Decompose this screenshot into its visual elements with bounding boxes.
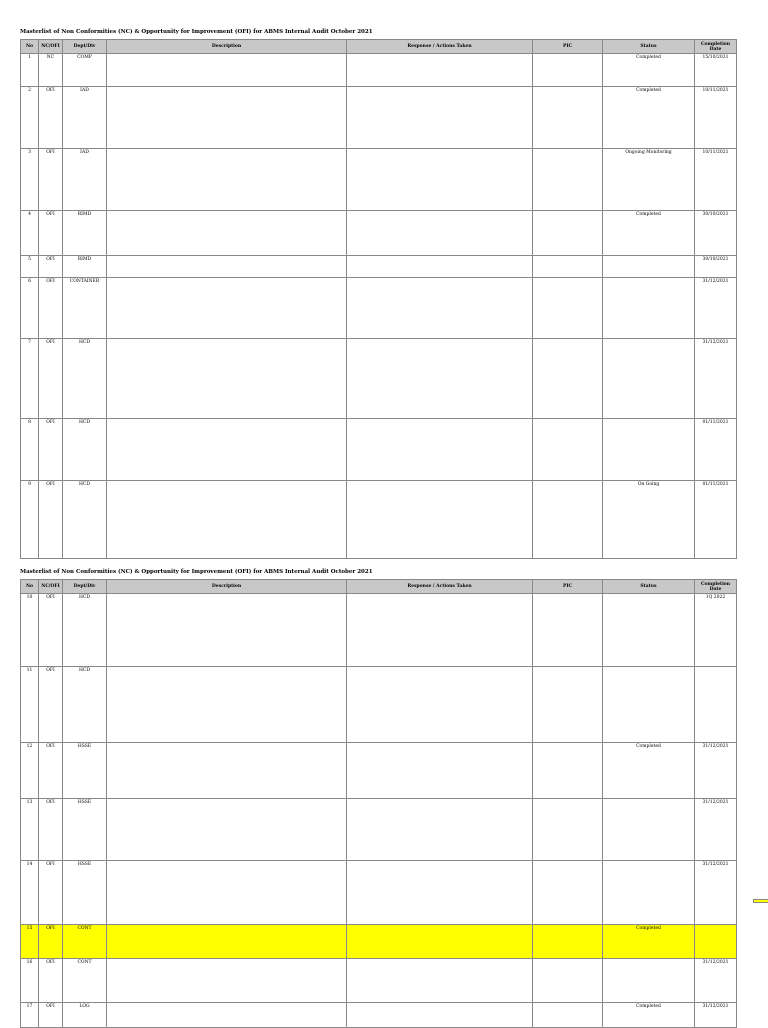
row-date: 31/12/2021 (695, 799, 737, 861)
row-pic (533, 861, 603, 925)
row-description (107, 87, 347, 149)
table-row (21, 594, 737, 667)
table-row (21, 54, 737, 87)
table-row (21, 419, 737, 481)
row-type: OFI (39, 959, 63, 1003)
row-no: 3 (21, 149, 39, 211)
row-type: OFI (39, 861, 63, 925)
row-status: Completed (603, 87, 695, 149)
row-response (347, 743, 533, 799)
row-no: 14 (21, 861, 39, 925)
row-pic (533, 256, 603, 278)
row-response (347, 419, 533, 481)
row-response (347, 861, 533, 925)
row-status: Completed (603, 743, 695, 799)
row-dept: HSSE (63, 743, 107, 799)
col-response: Response / Actions Taken (347, 40, 533, 54)
row-pic (533, 481, 603, 559)
row-no: 10 (21, 594, 39, 667)
row-date: 01/11/2021 (695, 481, 737, 559)
col-pic: PIC (533, 580, 603, 594)
row-pic (533, 54, 603, 87)
row-no: 13 (21, 799, 39, 861)
row-dept: CONTAINER (63, 278, 107, 339)
row-pic (533, 743, 603, 799)
row-response (347, 799, 533, 861)
row-type: OFI (39, 481, 63, 559)
page-2-header-row (21, 580, 737, 594)
row-date (695, 667, 737, 743)
table-row (21, 256, 737, 278)
row-response (347, 87, 533, 149)
row-type: OFI (39, 211, 63, 256)
row-dept: HCD (63, 339, 107, 419)
row-no: 2 (21, 87, 39, 149)
row-type: OFI (39, 419, 63, 481)
row-pic (533, 339, 603, 419)
row-no: 12 (21, 743, 39, 799)
table-row (21, 925, 737, 959)
table-row (21, 339, 737, 419)
table-row (21, 743, 737, 799)
row-date (695, 925, 737, 959)
row-dept: RIMD (63, 211, 107, 256)
row-pic (533, 211, 603, 256)
row-response (347, 54, 533, 87)
row-status (603, 959, 695, 1003)
row-dept: HCD (63, 594, 107, 667)
row-no: 7 (21, 339, 39, 419)
row-type: OFI (39, 743, 63, 799)
row-type: OFI (39, 339, 63, 419)
table-row (21, 481, 737, 559)
row-no: 5 (21, 256, 39, 278)
col-date: Completion Date (695, 580, 737, 594)
row-response (347, 211, 533, 256)
row-type: OFI (39, 87, 63, 149)
row-status: Completed (603, 211, 695, 256)
row-date: 31/12/2021 (695, 743, 737, 799)
row-pic (533, 419, 603, 481)
col-type: NC/OFI (39, 580, 63, 594)
row-description (107, 54, 347, 87)
row-date: 10/11/2021 (695, 87, 737, 149)
row-type: OFI (39, 278, 63, 339)
col-pic: PIC (533, 40, 603, 54)
table-row (21, 799, 737, 861)
table-row (21, 149, 737, 211)
row-description (107, 256, 347, 278)
row-status (603, 799, 695, 861)
table-row (21, 959, 737, 1003)
row-response (347, 339, 533, 419)
row-date: 31/12/2021 (695, 959, 737, 1003)
page-1-table (20, 39, 737, 559)
row-description (107, 861, 347, 925)
page-2 (20, 565, 754, 1028)
row-date: 15/10/2021 (695, 54, 737, 87)
col-dept: Dept/Div (63, 580, 107, 594)
row-date: 01/11/2021 (695, 419, 737, 481)
col-date: Completion Date (695, 40, 737, 54)
row-pic (533, 87, 603, 149)
row-dept: IAD (63, 87, 107, 149)
page-2-table (20, 579, 737, 1028)
row-dept: CONT (63, 925, 107, 959)
row-description (107, 799, 347, 861)
row-type: OFI (39, 594, 63, 667)
row-description (107, 925, 347, 959)
row-description (107, 278, 347, 339)
row-pic (533, 667, 603, 743)
row-no: 11 (21, 667, 39, 743)
row-dept: LOG (63, 1003, 107, 1028)
row-dept: COMP (63, 54, 107, 87)
table-row (21, 667, 737, 743)
row-no: 1 (21, 54, 39, 87)
row-dept: HSSE (63, 799, 107, 861)
row-status (603, 339, 695, 419)
row-pic (533, 278, 603, 339)
row-response (347, 149, 533, 211)
row-description (107, 419, 347, 481)
row-description (107, 339, 347, 419)
row-type: OFI (39, 256, 63, 278)
row-date: 30/10/2021 (695, 256, 737, 278)
row-pic (533, 799, 603, 861)
row-date: 31/12/2021 (695, 861, 737, 925)
row-no: 17 (21, 1003, 39, 1028)
row-type: OFI (39, 149, 63, 211)
row-response (347, 256, 533, 278)
row-type: OFI (39, 1003, 63, 1028)
row-dept: RIMD (63, 256, 107, 278)
row-response (347, 594, 533, 667)
page-1-header-row (21, 40, 737, 54)
row-status: On Going (603, 481, 695, 559)
row-status (603, 419, 695, 481)
row-type: OFI (39, 925, 63, 959)
row-date: 30/10/2021 (695, 211, 737, 256)
row-pic (533, 594, 603, 667)
row-description (107, 481, 347, 559)
row-status: Ongoing Monitoring (603, 149, 695, 211)
row-date: 31/12/2021 (695, 339, 737, 419)
col-type: NC/OFI (39, 40, 63, 54)
side-note (753, 899, 768, 903)
row-no: 15 (21, 925, 39, 959)
row-status (603, 594, 695, 667)
row-response (347, 925, 533, 959)
row-status (603, 667, 695, 743)
row-description (107, 667, 347, 743)
row-dept: HCD (63, 419, 107, 481)
row-response (347, 278, 533, 339)
row-dept: HCD (63, 481, 107, 559)
page-1-title: Masterlist of Non Conformities (NC) & Opportunity for Improvement (OFI) for ABMS Internal Audit October 2021 (20, 29, 373, 35)
row-response (347, 481, 533, 559)
row-type: OFI (39, 667, 63, 743)
row-status (603, 278, 695, 339)
row-date: 31/12/2021 (695, 278, 737, 339)
row-dept: HSSE (63, 861, 107, 925)
row-pic (533, 925, 603, 959)
row-description (107, 594, 347, 667)
col-response: Response / Actions Taken (347, 580, 533, 594)
row-no: 4 (21, 211, 39, 256)
row-pic (533, 149, 603, 211)
page-1 (20, 25, 754, 559)
col-description: Description (107, 580, 347, 594)
col-dept: Dept/Div (63, 40, 107, 54)
row-dept: CONT (63, 959, 107, 1003)
row-status: Completed (603, 54, 695, 87)
row-response (347, 959, 533, 1003)
col-no: No (21, 40, 39, 54)
table-row (21, 87, 737, 149)
col-status: Status (603, 580, 695, 594)
row-no: 6 (21, 278, 39, 339)
row-status (603, 861, 695, 925)
row-type: OFI (39, 799, 63, 861)
page-2-title: Masterlist of Non Conformities (NC) & Opportunity for Improvement (OFI) for ABMS Internal Audit October 2021 (20, 569, 373, 575)
row-no: 8 (21, 419, 39, 481)
row-description (107, 211, 347, 256)
row-description (107, 743, 347, 799)
row-no: 9 (21, 481, 39, 559)
row-description (107, 959, 347, 1003)
row-date: 31/12/2021 (695, 1003, 737, 1028)
row-pic (533, 959, 603, 1003)
col-status: Status (603, 40, 695, 54)
row-date: 1Q 2022 (695, 594, 737, 667)
table-row (21, 278, 737, 339)
row-no: 16 (21, 959, 39, 1003)
row-type: NC (39, 54, 63, 87)
table-row (21, 211, 737, 256)
col-description: Description (107, 40, 347, 54)
row-dept: IAD (63, 149, 107, 211)
col-no: No (21, 580, 39, 594)
row-status (603, 256, 695, 278)
table-row (21, 861, 737, 925)
row-dept: HCD (63, 667, 107, 743)
row-response (347, 667, 533, 743)
row-status: Completed (603, 925, 695, 959)
row-status: Completed (603, 1003, 695, 1028)
row-description (107, 149, 347, 211)
row-date: 10/11/2021 (695, 149, 737, 211)
